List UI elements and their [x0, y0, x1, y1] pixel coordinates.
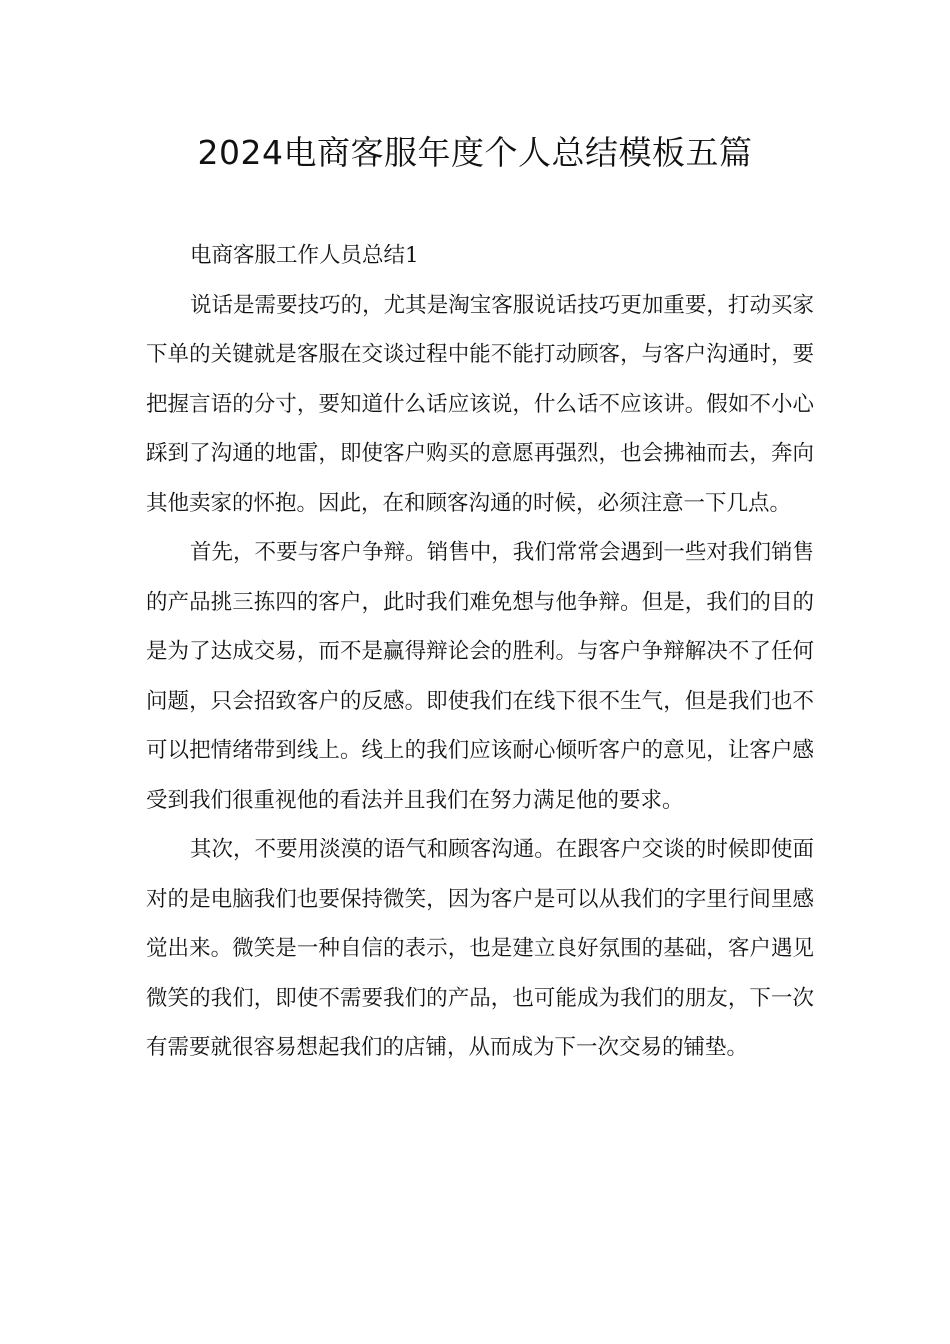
body-paragraph: 说话是需要技巧的，尤其是淘宝客服说话技巧更加重要，打动买家下单的关键就是客服在交谈过程中能不能打动顾客，与客户沟通时，要把握言语的分寸，要知道什么话应该说，什么话不应该讲。假如不小心踩到了沟通的地雷，即使客户购买的意愿再强烈，也会拂袖而去，奔向其他卖家的怀抱。因此，在和顾客沟通的时候，必须注意一下几点。: [146, 292, 814, 516]
document-title: 2024电商客服年度个人总结模板五篇: [197, 133, 753, 172]
document-body: [146, 231, 814, 1073]
body-paragraph: 其次，不要用淡漠的语气和顾客沟通。在跟客户交谈的时候即使面对的是电脑我们也要保持微笑，因为客户是可以从我们的字里行间里感觉出来。微笑是一种自信的表示，也是建立良好氛围的基础，客户遇见微笑的我们，即使不需要我们的产品，也可能成为我们的朋友，下一次有需要就很容易想起我们的店铺，从而成为下一次交易的铺垫。: [146, 837, 814, 1060]
section-heading: 电商客服工作人员总结1: [190, 243, 419, 268]
body-paragraph: 首先，不要与客户争辩。销售中，我们常常会遇到一些对我们销售的产品挑三拣四的客户，此时我们难免想与他争辩。但是，我们的目的是为了达成交易，而不是赢得辩论会的胜利。与客户争辩解决不了任何问题，只会招致客户的反感。即使我们在线下很不生气，但是我们也不可以把情绪带到线上。线上的我们应该耐心倾听客户的意见，让客户感受到我们很重视他的看法并且我们在努力满足他的要求。: [146, 540, 814, 813]
